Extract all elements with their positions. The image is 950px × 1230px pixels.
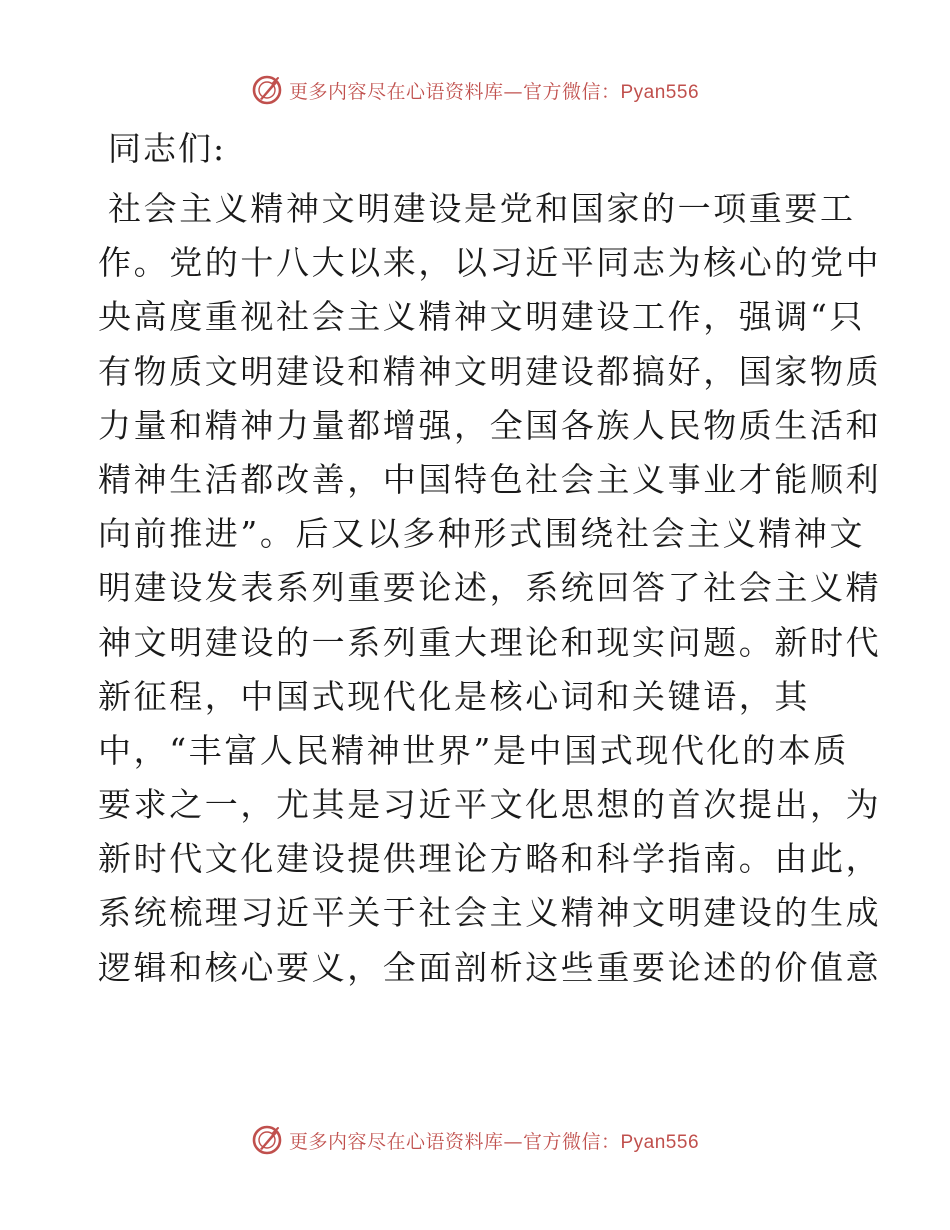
paragraph-line: 向前推进”。后又以多种形式围绕社会主义精神文 bbox=[98, 514, 866, 554]
paragraph-line: 中，“丰富人民精神世界”是中国式现代化的本质 bbox=[98, 730, 849, 770]
paragraph-line: 力量和精神力量都增强，全国各族人民物质生活和 bbox=[98, 405, 882, 445]
document-body bbox=[98, 124, 882, 995]
header-banner-handle: Pyan556 bbox=[620, 81, 700, 103]
paragraph-line: 明建设发表系列重要论述，系统回答了社会主义精 bbox=[98, 568, 882, 608]
header-banner bbox=[0, 70, 950, 110]
salutation: 同志们: bbox=[108, 129, 227, 168]
paragraph-line: 有物质文明建设和精神文明建设都搞好，国家物质 bbox=[98, 351, 882, 391]
paragraph-line: 社会主义精神文明建设是党和国家的一项重要工 bbox=[108, 189, 856, 228]
paragraph-line: 神文明建设的一系列重大理论和现实问题。新时代 bbox=[98, 622, 882, 662]
footer-banner-handle: Pyan556 bbox=[620, 1131, 700, 1153]
paragraph-line: 央高度重视社会主义精神文明建设工作，强调“只 bbox=[98, 297, 866, 337]
paragraph-line: 精神生活都改善，中国特色社会主义事业才能顺利 bbox=[98, 459, 882, 499]
paragraph-line: 作。党的十八大以来，以习近平同志为核心的党中 bbox=[98, 243, 882, 283]
quill-logo-icon bbox=[251, 1124, 283, 1156]
footer-banner bbox=[0, 1120, 950, 1160]
paragraph-line: 新征程，中国式现代化是核心词和关键语，其 bbox=[98, 676, 810, 716]
header-banner-text: 更多内容尽在心语资料库—官方微信：Pyan556 bbox=[288, 80, 700, 103]
paragraph-line: 系统梳理习近平关于社会主义精神文明建设的生成 bbox=[98, 893, 882, 933]
quill-logo-icon bbox=[251, 74, 283, 106]
paragraph-line: 新时代文化建设提供理论方略和科学指南。由此， bbox=[98, 839, 882, 879]
paragraph-line: 要求之一，尤其是习近平文化思想的首次提出，为 bbox=[98, 785, 882, 825]
paragraph-line: 逻辑和核心要义，全面剖析这些重要论述的价值意 bbox=[98, 947, 882, 987]
footer-banner-text: 更多内容尽在心语资料库—官方微信：Pyan556 bbox=[288, 1130, 700, 1153]
